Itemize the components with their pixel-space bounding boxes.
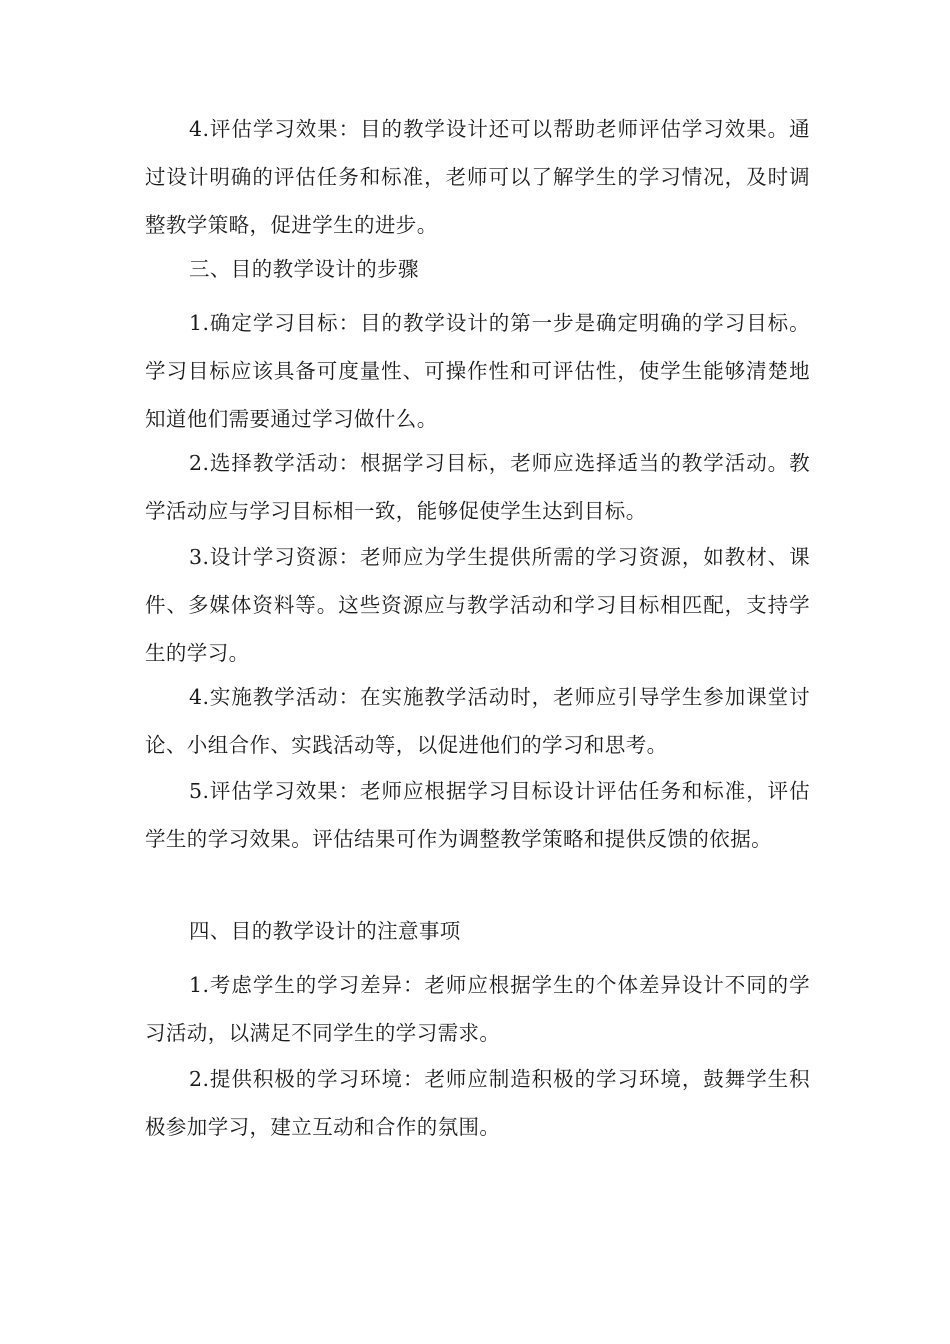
paragraph-note-1: 1.考虑学生的学习差异：老师应根据学生的个体差异设计不同的学习活动，以满足不同学生的学习需求。 [145,973,810,1045]
paragraph-step-4: 4.实施教学活动：在实施教学活动时，老师应引导学生参加课堂讨论、小组合作、实践活动等，以促进他们的学习和思考。 [145,685,810,757]
paragraph-step-1: 1.确定学习目标：目的教学设计的第一步是确定明确的学习目标。学习目标应该具备可度量性、可操作性和可评估性，使学生能够清楚地知道他们需要通过学习做什么。 [145,311,810,431]
paragraph-evaluate-effect-intro: 4.评估学习效果：目的教学设计还可以帮助老师评估学习效果。通过设计明确的评估任务和标准，老师可以了解学生的学习情况，及时调整教学策略，促进学生的进步。 [145,117,810,237]
section-heading-steps: 三、目的教学设计的步骤 [189,257,419,281]
paragraph-step-5: 5.评估学习效果：老师应根据学习目标设计评估任务和标准，评估学生的学习效果。评估结果可作为调整教学策略和提供反馈的依据。 [145,779,810,851]
paragraph-step-3: 3.设计学习资源：老师应为学生提供所需的学习资源，如教材、课件、多媒体资料等。这些资源应与教学活动和学习目标相匹配，支持学生的学习。 [145,545,810,665]
paragraph-step-2: 2.选择教学活动：根据学习目标，老师应选择适当的教学活动。教学活动应与学习目标相一致，能够促使学生达到目标。 [145,451,810,523]
paragraph-note-2: 2.提供积极的学习环境：老师应制造积极的学习环境，鼓舞学生积极参加学习，建立互动和合作的氛围。 [145,1067,810,1139]
section-heading-notes: 四、目的教学设计的注意事项 [189,919,461,943]
